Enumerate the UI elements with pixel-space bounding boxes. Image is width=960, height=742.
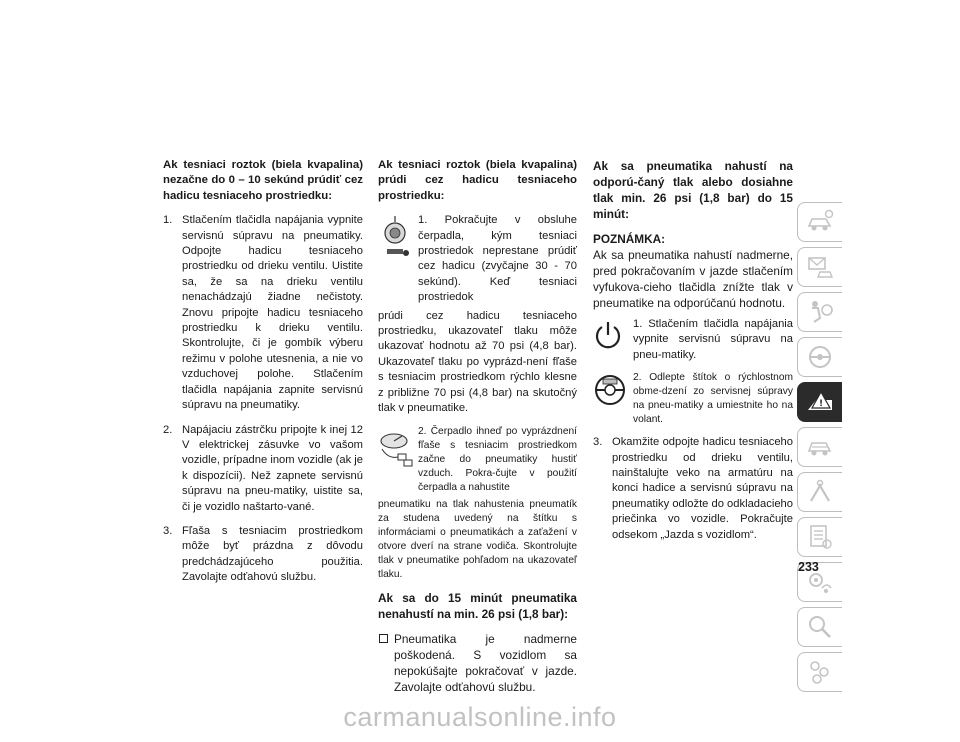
section-heading-not-inflated: Ak sa do 15 minút pneumatika nenahustí na min. 26 psi (1,8 bar):: [378, 590, 577, 621]
step-2-label: [593, 371, 793, 427]
envelope-car-icon: [806, 253, 834, 281]
step-number: 3.: [163, 524, 173, 537]
tab-car-service[interactable]: [797, 427, 842, 467]
column-1: [163, 158, 363, 595]
pressure-gauge-icon: [378, 427, 414, 472]
language-index-icon: [806, 658, 834, 686]
step-1-pump: [378, 213, 577, 305]
column-3: [593, 158, 793, 552]
step-2-continued: pneumatiku na tlak nahustenia pneumatík za studena uvedený na štítku s informáciami o pneumatikách a zaťažení v otvore dverí na strane vodiča. Skontrolujte tlak v pneumatike pohľadom na ukazovateľ tlaku.: [378, 498, 577, 580]
step-3: [593, 435, 793, 543]
note-title: POZNÁMKA:: [593, 232, 666, 246]
note-text: Ak sa pneumatika nahustí nadmerne, pred pokračovaním v jazde stlačením vyfukova-cieho tlačidla znížte tlak v pneumatike na odporúčanú hodnotu.: [593, 248, 793, 310]
tab-steering-wheel[interactable]: [797, 337, 842, 377]
car-service-icon: [806, 433, 834, 461]
watermark-text: carmanualsonline.info: [343, 702, 617, 732]
svg-text:!: !: [818, 399, 824, 409]
specifications-list-icon: [806, 523, 834, 551]
step-number: 3.: [593, 436, 603, 449]
step-text: Fľaša s tesniacim prostriedkom môže byť prázdna z dôvodu predchádzajúceho použitia. Zavolajte odťahovú službu.: [182, 524, 363, 584]
step-text: 1. Stlačením tlačidla napájania vypnite servisnú súpravu na pneu-matiky.: [633, 318, 793, 361]
steering-wheel-icon: [806, 343, 834, 371]
tab-specifications[interactable]: [797, 517, 842, 557]
tab-maintenance-tools[interactable]: [797, 472, 842, 512]
step-text: 2. Čerpadlo ihneď po vyprázdnení fľaše s tesniacim prostriedkom začne do pneumatiky hustiť vzduch. Pokra-čujte v použití čerpadla a nahustite: [418, 425, 577, 493]
step-1: [163, 213, 363, 413]
chapter-tabs: [797, 202, 841, 697]
step-text: 1. Pokračujte v obsluhe čerpadla, kým tesniaci prostriedok neprestane prúdiť cez hadicu (zvyčajne 30 - 70 sekúnd). Keď tesniaci prostriedok: [418, 214, 577, 304]
checkbox-bullet-icon: [379, 634, 388, 643]
tab-warning-road[interactable]: [797, 382, 842, 422]
tab-car-info[interactable]: [797, 202, 842, 242]
maintenance-tools-icon: [806, 478, 834, 506]
step-1-continued: prúdi cez hadicu tesniaceho prostriedku, ukazovateľ tlaku môže ukazovať hodnotu až 70 psi (4,8 bar). Ukazovateľ tlaku po vyprázd-není fľaše s tesniacim prostriedkom rýchlo klesne z približne 70 psi (4,8 bar) na skutočný tlak v pneumatike.: [378, 309, 577, 415]
search-index-icon: [806, 613, 834, 641]
bullet-text: Pneumatika je nadmerne poškodená. S vozidlom sa nepokúšajte pokračovať v jazde. Zavolajte odťahovú službu.: [394, 631, 577, 694]
power-button-icon: [593, 319, 623, 358]
seatbelt-airbag-icon: [806, 298, 834, 326]
section-heading-inflated: Ak sa pneumatika nahustí na odporú-čaný tlak alebo dosiahne tlak min. 26 psi (1,8 bar) do 15 minút:: [593, 159, 793, 221]
step-text: Okamžite odpojte hadicu tesniaceho prostriedku od drieku ventilu, nainštalujte veko na armatúru na konci hadice a servisnú súpravu na pneumatiky odložte do odkladacieho priečinka vo vozidle. Pokračujte odsekom „Jazda s vozidlom“.: [612, 436, 793, 541]
step-3: [163, 524, 363, 586]
column-2: [378, 158, 577, 695]
warning-road-icon: [806, 388, 834, 416]
step-1-power: [593, 317, 793, 363]
step-2-gauge: [378, 425, 577, 495]
section-heading-no-flow: Ak tesniaci roztok (biela kvapalina) nezačne do 0 – 10 sekúnd prúdiť cez hadicu tesniaceho prostriedku:: [163, 159, 363, 202]
warning-bullet: [378, 631, 577, 695]
step-2: [163, 423, 363, 515]
section-heading-flow: Ak tesniaci roztok (biela kvapalina) prúdi cez hadicu tesniaceho prostriedku:: [378, 159, 577, 202]
tab-language-index[interactable]: [797, 652, 842, 692]
step-text: 2. Odlepte štítok o rýchlostnom obme-dzení zo servisnej súpravy na pneu-matiky a umiestnite ho na volant.: [633, 372, 793, 426]
step-text: Napájaciu zástrčku pripojte k inej 12 V elektrickej zásuvke vo vašom vozidle, prípadne inom vozidle (ak je k dispozícii). Než zapnete servisnú súpravu na pneu-matiky, uistite sa, či je vozidlo naštarto-vané.: [182, 423, 363, 513]
tab-search-index[interactable]: [797, 607, 842, 647]
step-number: 2.: [163, 423, 173, 436]
tab-envelope-car[interactable]: [797, 247, 842, 287]
step-text: Stlačením tlačidla napájania vypnite servisnú súpravu na pneumatiky. Odpojte hadicu tesniaceho prostriedku od drieku ventilu. Uistite sa, že sa na drieku ventilu nenachádzajú žiadne nečistoty. Znovu pripojte hadicu tesniaceho prostriedku k drieku ventilu. Skontrolujte, či je gombík výberu režimu v polohe utesnenia, a nie vo vzduchovej polohe. Stlačením tlačidla napájania zapnite servisnú súpravu na pneumatiky.: [182, 214, 363, 412]
page-number: 233: [798, 560, 819, 574]
step-number: 1.: [163, 214, 173, 227]
car-info-icon: [806, 208, 834, 236]
tab-seatbelt-airbag[interactable]: [797, 292, 842, 332]
steering-wheel-label-icon: [593, 373, 627, 412]
pump-dial-icon: [378, 215, 412, 266]
